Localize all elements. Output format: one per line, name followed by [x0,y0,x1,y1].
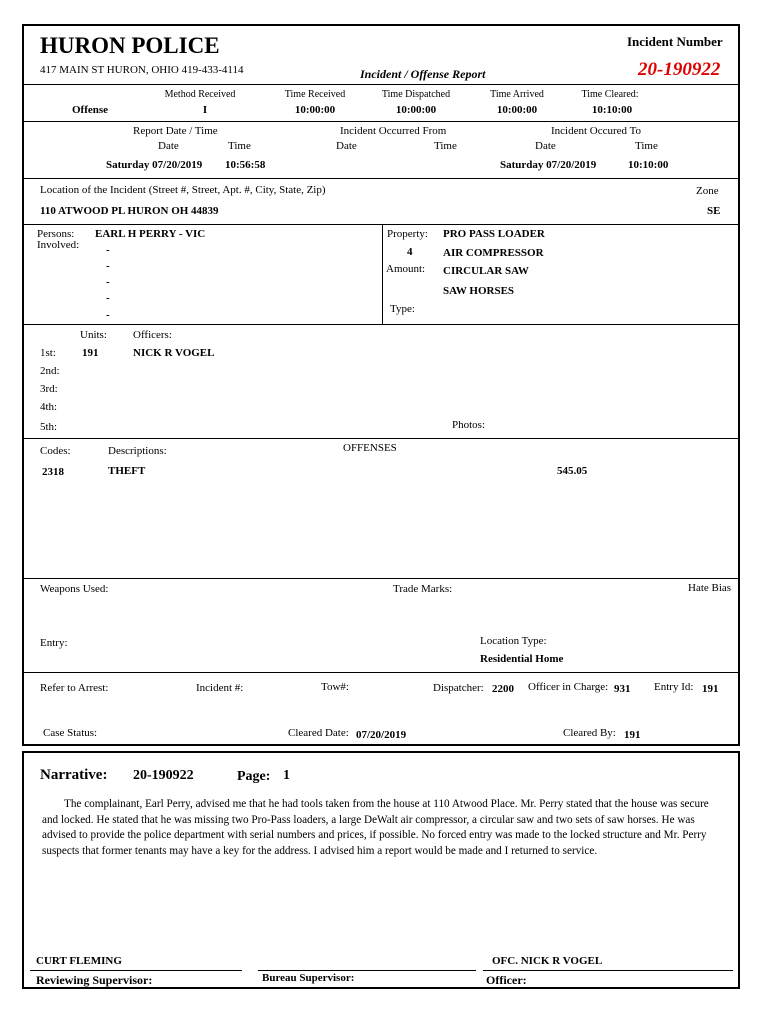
cleared-date-label: Cleared Date: [288,727,349,739]
occurred-from-label: Incident Occurred From [340,125,447,137]
time-dispatched-label: Time Dispatched [381,89,451,100]
person-entry: - [106,244,110,256]
narrative-number: 20-190922 [133,768,194,783]
unit-row-label: 3rd: [40,383,58,395]
incident-no-label: Incident #: [196,682,244,694]
page-number: 1 [283,768,290,783]
unit-row-label: 2nd: [40,365,60,377]
to-time-label: Time [635,140,658,152]
offense-code: 2318 [42,466,64,478]
divider [382,224,383,324]
cleared-by-value: 191 [624,729,641,741]
cleared-date-value: 07/20/2019 [356,729,407,741]
location-type-label: Location Type: [480,635,547,647]
from-date-label: Date [336,140,357,152]
divider [22,324,740,325]
zone-label: Zone [696,185,719,197]
officer-in-charge-label: Officer in Charge: [528,681,609,693]
narrative-frame [22,751,740,989]
incident-number: 20-190922 [638,59,721,80]
unit-row-label: 5th: [40,421,58,433]
divider [22,438,740,439]
offense-value: 545.05 [557,465,588,477]
bureau-supervisor-label: Bureau Supervisor: [262,972,355,984]
divider [22,578,740,579]
person-entry: - [106,309,110,321]
reviewing-supervisor-label: Reviewing Supervisor: [36,973,153,987]
dispatcher-label: Dispatcher: [433,682,484,694]
case-status-label: Case Status: [43,727,98,739]
time-received-label: Time Received [284,89,346,100]
report-date-value: Saturday 07/20/2019 [106,159,203,171]
officers-label: Officers: [133,329,172,341]
units-label: Units: [80,329,107,341]
dispatcher-value: 2200 [492,683,514,695]
property-item: PRO PASS LOADER [443,228,545,240]
narrative-label: Narrative: [40,767,108,783]
report-datetime-label: Report Date / Time [133,125,218,137]
time-cleared-label: Time Cleared: [581,89,639,100]
report-time-label: Time [228,140,251,152]
unit-row-label: 4th: [40,401,58,413]
to-date-label: Date [535,140,556,152]
time-arrived-value: 10:00:00 [496,104,538,116]
officer-label: Officer: [486,973,527,987]
property-item: AIR COMPRESSOR [443,247,544,259]
location-type-value: Residential Home [480,653,564,665]
narrative-text: The complainant, Earl Perry, advised me that he had tools taken from the house at 110 Atwood Place. Mr. Perry stated that the house was secure and locked. He stated that he was missing two Pro-Pass loaders, a large DeWalt air compressor, a circular saw and two sets of saw horses. He was advised to provide the police department with serial numbers and prices, if possible. No forced entry was made to the locked structure and Mr. Perry suspects that former tenants may have a key for the address. I advised him a report would be made and I returned to service. [42,798,709,857]
divider [22,121,740,122]
location-address: 110 ATWOOD PL HURON OH 44839 [40,205,219,217]
location-label: Location of the Incident (Street #, Street, Apt. #, City, State, Zip) [40,184,326,196]
divider [22,178,740,179]
tow-label: Tow#: [321,681,349,693]
occurred-to-label: Incident Occured To [551,125,642,137]
photos-label: Photos: [452,419,486,431]
time-received-value: 10:00:00 [294,104,336,116]
offense-label: Offense [72,104,109,116]
unit-number: 191 [82,347,99,359]
report-date-label: Date [158,140,179,152]
to-date-value: Saturday 07/20/2019 [500,159,597,171]
signature-line [30,970,242,971]
report-type: Incident / Offense Report [360,67,486,81]
time-arrived-label: Time Arrived [490,89,544,100]
persons-label: Persons: [37,228,75,240]
divider [22,224,740,225]
property-item: SAW HORSES [443,285,515,297]
agency-title: HURON POLICE [40,33,220,58]
amount-label: Amount: [386,263,426,275]
codes-label: Codes: [40,445,71,457]
offenses-heading: OFFENSES [343,442,397,454]
supervisor-name: CURT FLEMING [36,955,122,967]
person-entry: - [106,292,110,304]
officer-signature-name: OFC. NICK R VOGEL [492,955,603,967]
report-time-value: 10:56:58 [225,159,266,171]
zone-value: SE [707,205,721,217]
signature-line [483,970,733,971]
agency-address: 417 MAIN ST HURON, OHIO 419-433-4114 [40,64,244,76]
cleared-by-label: Cleared By: [563,727,616,739]
entry-id-value: 191 [702,683,719,695]
page-label: Page: [237,769,271,784]
signature-line [258,970,476,971]
property-label: Property: [387,228,428,240]
entry-id-label: Entry Id: [654,681,694,693]
to-time-value: 10:10:00 [628,159,669,171]
person-entry: EARL H PERRY - VIC [95,228,206,240]
entry-label: Entry: [40,637,68,649]
unit-row-label: 1st: [40,347,56,359]
divider [22,84,740,85]
refer-to-arrest-label: Refer to Arrest: [40,682,109,694]
officer-in-charge-value: 931 [614,683,631,695]
person-entry: - [106,260,110,272]
person-entry: - [106,276,110,288]
offense-description: THEFT [108,465,146,477]
involved-label: Involved: [37,239,80,251]
divider [22,672,740,673]
time-dispatched-value: 10:00:00 [395,104,437,116]
officer-name: NICK R VOGEL [133,347,215,359]
method-received-value: I [202,104,208,116]
property-count: 4 [407,246,413,258]
descriptions-label: Descriptions: [108,445,167,457]
hate-bias-label: Hate Bias [688,582,732,594]
method-received-label: Method Received [164,89,236,100]
property-item: CIRCULAR SAW [443,265,529,277]
trade-marks-label: Trade Marks: [393,583,453,595]
weapons-label: Weapons Used: [40,583,109,595]
time-cleared-value: 10:10:00 [591,104,633,116]
incident-number-label: Incident Number [627,34,723,49]
type-label: Type: [390,303,415,315]
from-time-label: Time [434,140,457,152]
